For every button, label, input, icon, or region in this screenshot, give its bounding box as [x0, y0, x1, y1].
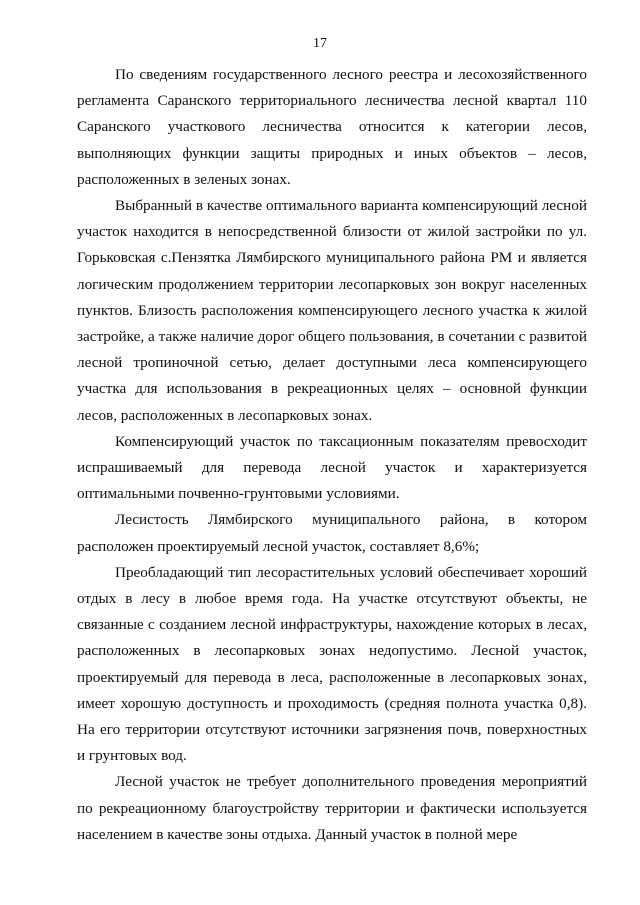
paragraph-forest-registry: По сведениям государственного лесного реестра и лесохозяйственного регламента Саранского территориального лесничества лесной квартал 110 Саранского участкового лесничества относится к категории лесов, выполняющих функции защиты природных и иных объектов – лесов, расположенных в зеленых зонах.: [77, 66, 587, 188]
page-number: 17: [313, 36, 327, 51]
paragraph-compensating-plot-location: Выбранный в качестве оптимального варианта компенсирующий лесной участок находится в непосредственной близости от жилой застройки по ул. Горьковская с.Пензятка Лямбирского муниципального района РМ и является логическим продолжением территории лесопарковых зон вокруг населенных пунктов. Близость расположения компенсирующего лесного участка к жилой застройке, а также наличие дорог общего пользования, в сочетании с развитой лесной тропиночной сетью, делает доступными леса компенсирующего участка для использования в рекреационных целях – основной функции лесов, расположенных в лесопарковых зонах.: [77, 197, 587, 424]
paragraph-recreational-use: Лесной участок не требует дополнительного проведения мероприятий по рекреационному благоустройству территории и фактически используется населением в качестве зоны отдыха. Данный участок в полной мере: [77, 773, 587, 843]
document-body: [77, 62, 587, 848]
paragraph-taxation-indicators: Компенсирующий участок по таксационным показателям превосходит испрашиваемый для перевода лесной участок и характеризуется оптимальными почвенно-грунтовыми условиями.: [77, 432, 587, 503]
paragraph-forest-conditions: Преобладающий тип лесорастительных условий обеспечивает хороший отдых в лесу в любое время года. На участке отсутствуют объекты, не связанные с созданием лесной инфраструктуры, нахождение которых в лесах, расположенных в лесопарковых зонах недопустимо. Лесной участок, проектируемый для перевода в леса, расположенные в лесопарковых зонах, имеет хорошую доступность и проходимость (средняя полнота участка 0,8). На его территории отсутствуют источники загрязнения почв, поверхностных и грунтовых вод.: [77, 563, 587, 765]
paragraph-forest-cover: Лесистость Лямбирского муниципального района, в котором расположен проектируемый лесной участок, составляет 8,6%;: [77, 511, 587, 555]
